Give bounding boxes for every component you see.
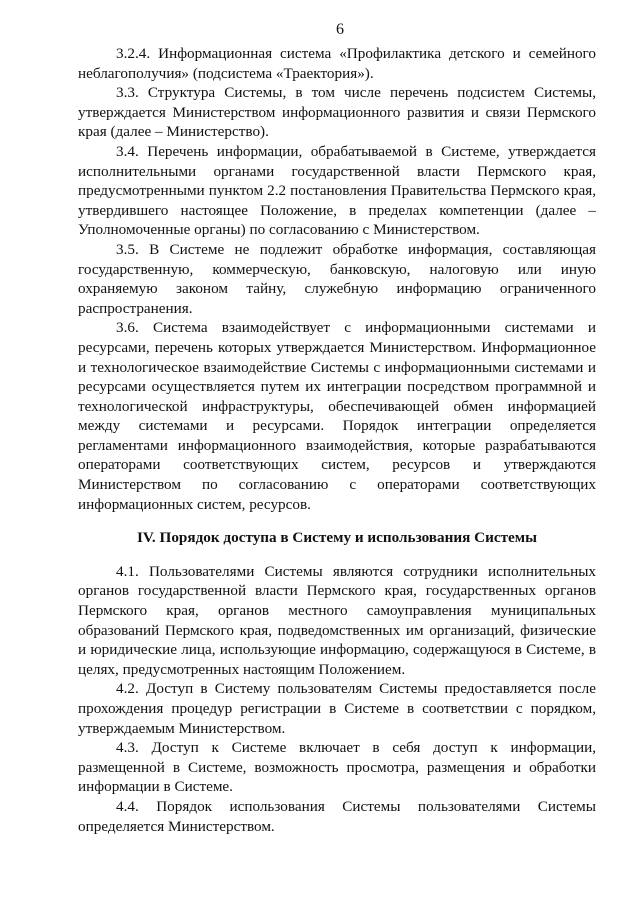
paragraph-3-6: 3.6. Система взаимодействует с информационными системами и ресурсами, перечень которых утверждается Министерством. Информационное и технологическое взаимодействие Системы с информационными системами и ресурсами осуществляется путем их интеграции посредством программной и технологической инфраструктуры, обеспечивающей обмен информацией между системами и ресурсами. Порядок интеграции определяется регламентами информационного взаимодействия, которые разрабатываются операторами соответствующих систем, ресурсов и утверждаются Министерством по согласованию с операторами соответствующих информационных систем, ресурсов. (78, 319, 596, 513)
section-heading: IV. Порядок доступа в Систему и использования Системы (137, 529, 537, 547)
paragraph-4-2: 4.2. Доступ в Систему пользователям Системы предоставляется после прохождения процедур регистрации в Системе в соответствии с порядком, утверждаемым Министерством. (78, 680, 596, 737)
paragraph-4-3: 4.3. Доступ к Системе включает в себя доступ к информации, размещенной в Системе, возможность просмотра, размещения и обработки информации в Системе. (78, 739, 596, 796)
paragraph-3-3: 3.3. Структура Системы, в том числе перечень подсистем Системы, утверждается Министерством информационного развития и связи Пермского края (далее – Министерство). (78, 84, 596, 141)
page-number: 6 (336, 21, 344, 38)
paragraph-3-4: 3.4. Перечень информации, обрабатываемой в Системе, утверждается исполнительными органами государственной власти Пермского края, предусмотренными пунктом 2.2 постановления Правительства Пермского края, утвердившего настоящее Положение, в пределах компетенции (далее – Уполномоченные органы) по согласованию с Министерством. (78, 142, 596, 239)
paragraph-4-1: 4.1. Пользователями Системы являются сотрудники исполнительных органов государственной власти Пермского края, государственных органов Пермского края, органов местного самоуправления муниципальных образований Пермского края, подведомственных им организаций, физические и юридические лица, использующие информацию, содержащуюся в Системе, в целях, предусмотренных настоящим Положением. (78, 562, 596, 678)
paragraph-4-4: 4.4. Порядок использования Системы пользователями Системы определяется Министерством. (78, 797, 596, 835)
paragraph-3-5: 3.5. В Системе не подлежит обработке информация, составляющая государственную, коммерческую, банковскую, налоговую или иную охраняемую законом тайну, служебную информацию ограниченного распространения. (78, 240, 596, 317)
paragraph-3-2-4: 3.2.4. Информационная система «Профилактика детского и семейного неблагополучия» (подсистема «Траектория»). (78, 45, 596, 82)
